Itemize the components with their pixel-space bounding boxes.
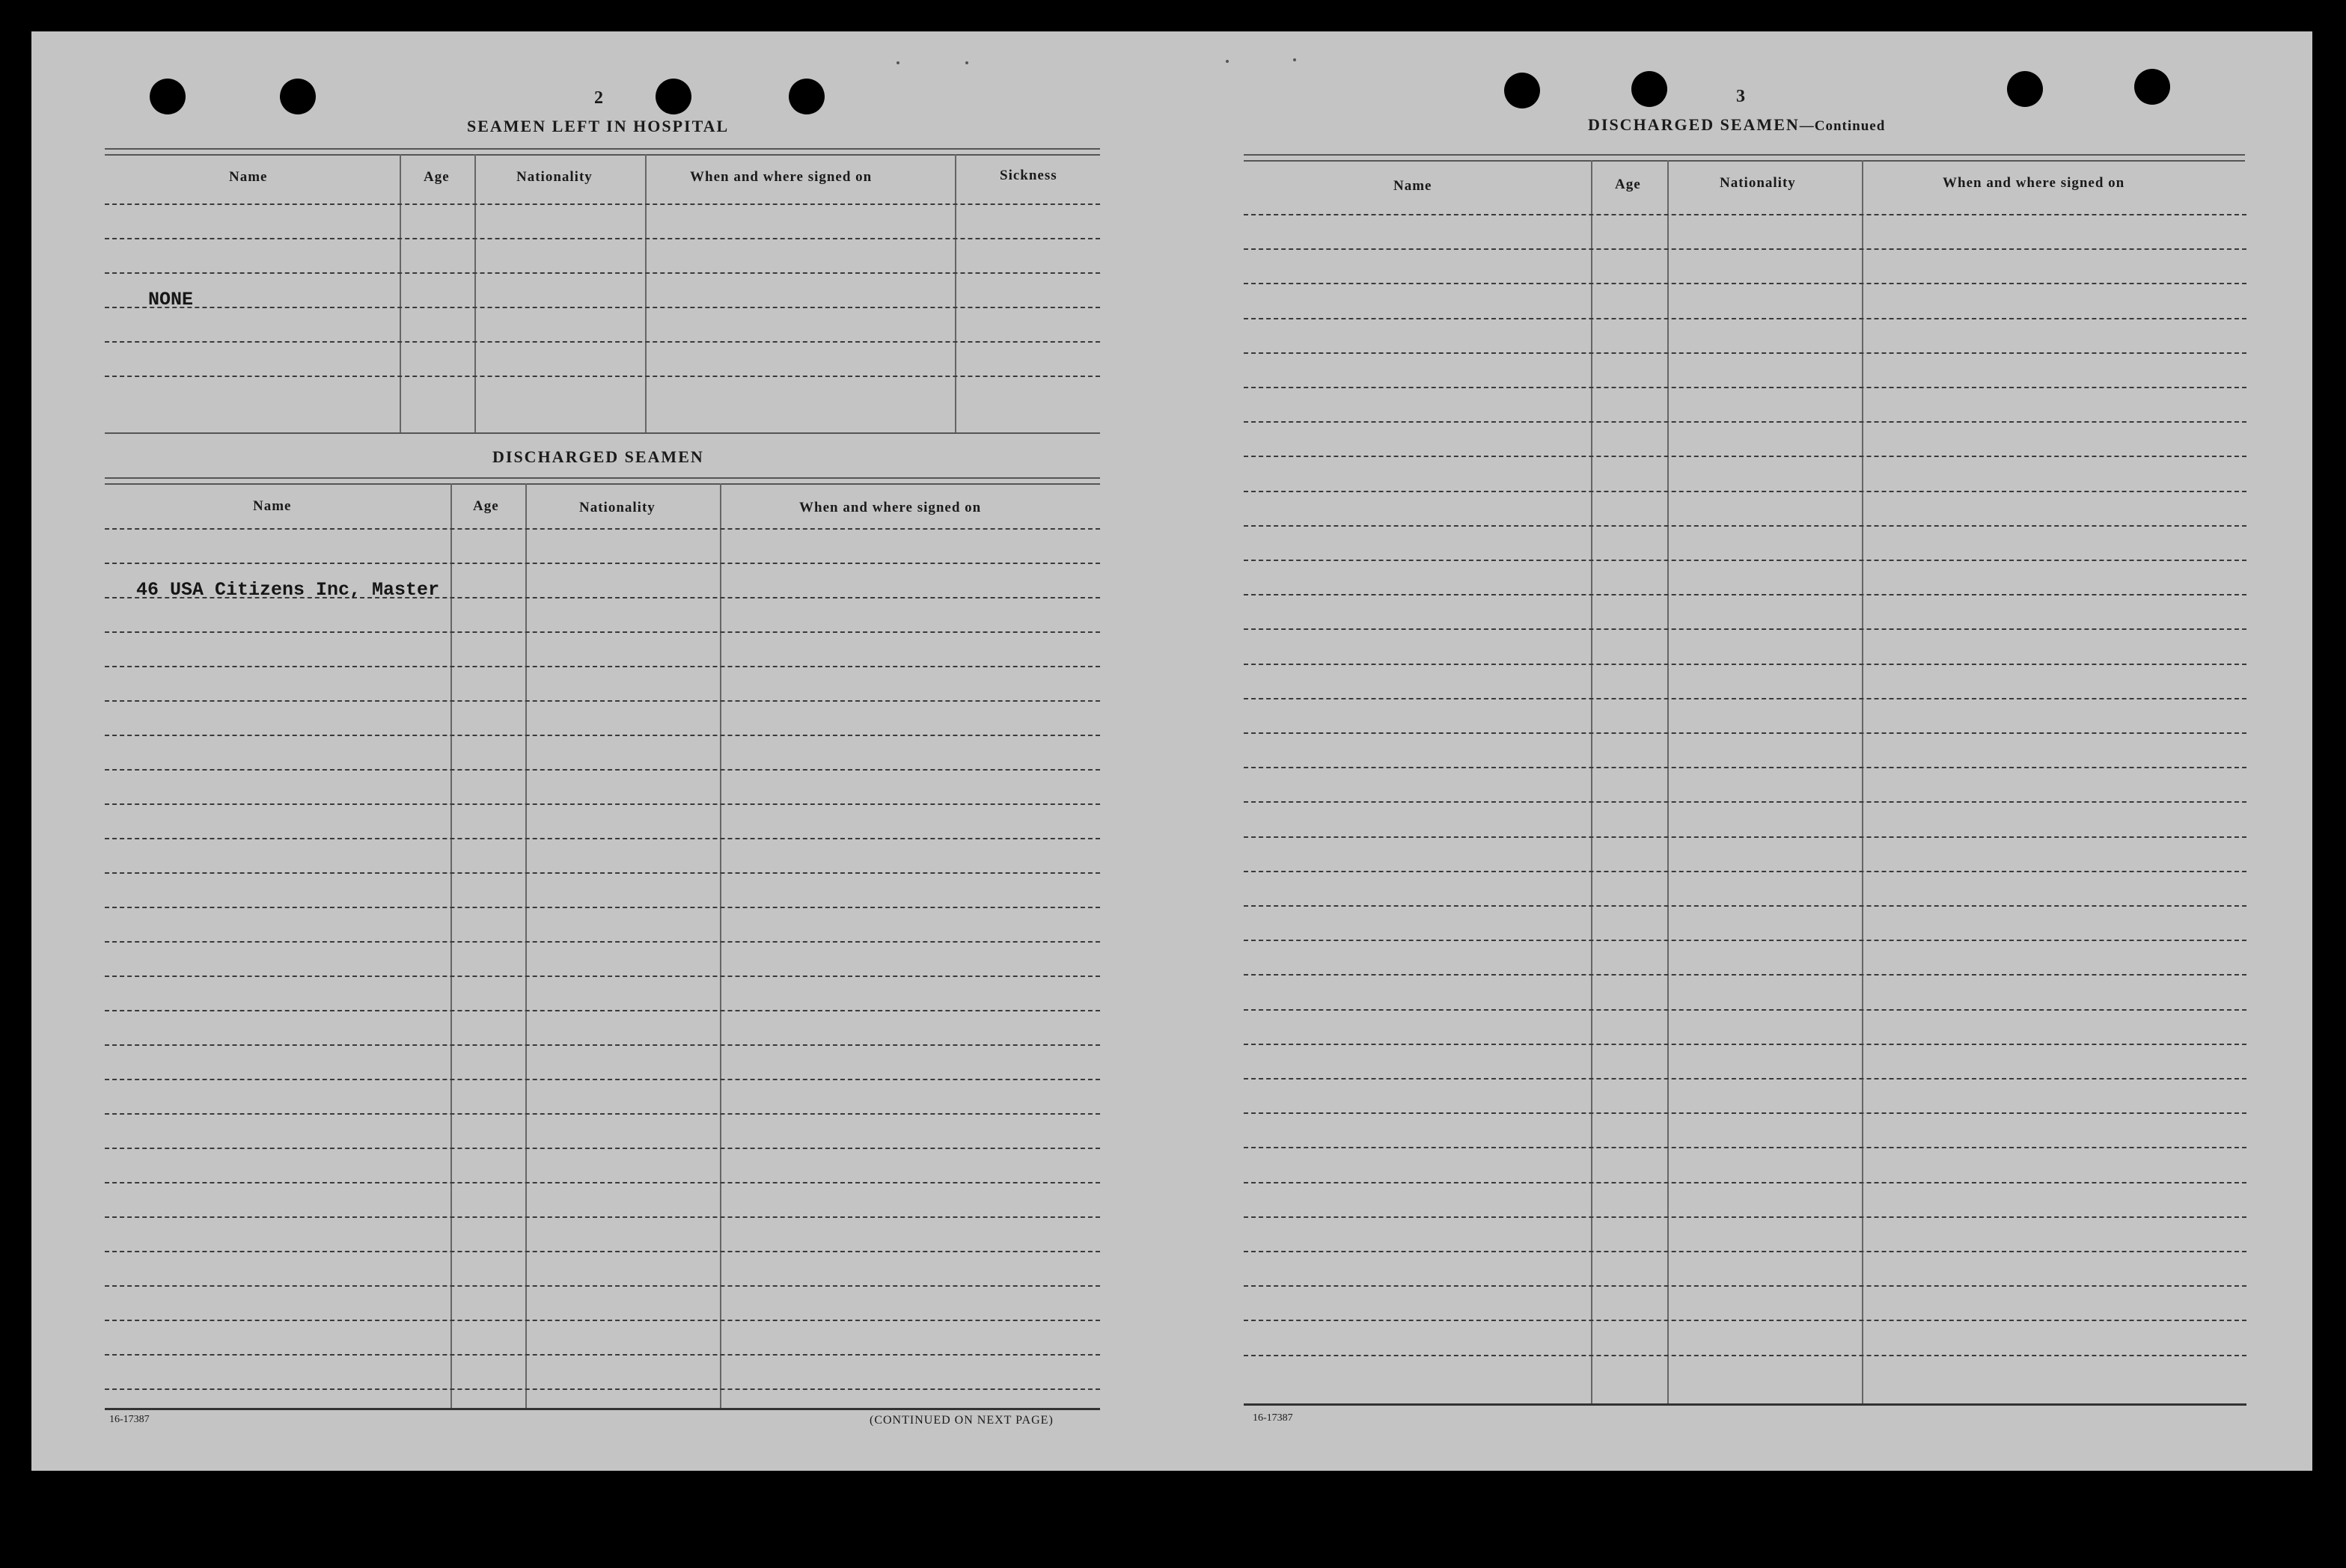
row-rule bbox=[1244, 248, 2246, 250]
punch-hole bbox=[280, 79, 316, 114]
column-header-sickness: Sickness bbox=[1000, 168, 1057, 183]
row-rule bbox=[1244, 387, 2246, 388]
column-divider bbox=[450, 483, 452, 1408]
table-rule bbox=[1244, 160, 2245, 162]
scan-speck bbox=[1226, 60, 1229, 63]
row-rule bbox=[105, 1079, 1100, 1080]
column-header-nationality: Nationality bbox=[516, 169, 593, 185]
row-rule bbox=[1244, 560, 2246, 561]
column-header-age: Age bbox=[473, 498, 499, 514]
row-rule bbox=[1244, 318, 2246, 319]
row-rule bbox=[105, 666, 1100, 667]
row-rule bbox=[105, 1113, 1100, 1115]
table-rule bbox=[1244, 154, 2245, 156]
row-rule bbox=[105, 272, 1100, 274]
row-rule bbox=[105, 341, 1100, 343]
table-rule bbox=[105, 477, 1100, 479]
row-rule bbox=[1244, 1044, 2246, 1045]
row-rule bbox=[1244, 456, 2246, 457]
punch-hole bbox=[1631, 71, 1667, 107]
table-rule bbox=[105, 1408, 1100, 1410]
row-rule bbox=[105, 1251, 1100, 1252]
row-rule bbox=[1244, 1182, 2246, 1183]
row-rule bbox=[1244, 525, 2246, 527]
row-rule bbox=[1244, 283, 2246, 284]
row-rule bbox=[105, 872, 1100, 874]
page-number: 3 bbox=[1736, 87, 1745, 106]
row-rule bbox=[105, 735, 1100, 736]
row-rule bbox=[105, 976, 1100, 977]
scan-speck bbox=[896, 61, 899, 64]
column-header-signed-on: When and where signed on bbox=[690, 169, 873, 185]
row-rule bbox=[1244, 732, 2246, 734]
column-header-age: Age bbox=[424, 169, 450, 185]
column-header-name: Name bbox=[253, 498, 292, 514]
row-rule bbox=[1244, 214, 2246, 215]
row-rule bbox=[105, 1216, 1100, 1218]
column-header-nationality: Nationality bbox=[579, 500, 656, 515]
punch-hole bbox=[789, 79, 825, 114]
row-rule bbox=[1244, 836, 2246, 838]
row-rule bbox=[1244, 1251, 2246, 1252]
row-rule bbox=[1244, 491, 2246, 492]
punch-hole bbox=[2007, 71, 2043, 107]
row-rule bbox=[1244, 1320, 2246, 1321]
column-header-signed-on: When and where signed on bbox=[799, 500, 982, 515]
column-header-name: Name bbox=[1393, 178, 1432, 194]
row-rule bbox=[105, 203, 1100, 205]
row-rule bbox=[1244, 974, 2246, 976]
row-rule bbox=[1244, 1009, 2246, 1011]
column-header-signed-on: When and where signed on bbox=[1943, 175, 2125, 191]
scan-speck bbox=[1293, 58, 1296, 61]
column-header-name: Name bbox=[229, 169, 268, 185]
section-title-discharged: DISCHARGED SEAMEN bbox=[492, 447, 704, 466]
row-rule bbox=[1244, 1078, 2246, 1079]
continued-note: (CONTINUED ON NEXT PAGE) bbox=[870, 1414, 1054, 1427]
row-rule bbox=[105, 803, 1100, 805]
row-rule bbox=[1244, 628, 2246, 630]
row-rule bbox=[1244, 352, 2246, 354]
row-rule bbox=[105, 563, 1100, 564]
table-rule bbox=[105, 154, 1100, 156]
row-rule bbox=[105, 1010, 1100, 1011]
row-rule bbox=[1244, 664, 2246, 665]
section-title-suffix: —Continued bbox=[1799, 118, 1886, 134]
row-rule bbox=[105, 941, 1100, 943]
form-number: 16-17387 bbox=[1253, 1412, 1293, 1424]
row-rule bbox=[105, 1354, 1100, 1356]
section-title-text: DISCHARGED SEAMEN bbox=[1588, 115, 1800, 134]
table-rule bbox=[105, 148, 1100, 150]
row-rule bbox=[1244, 1216, 2246, 1218]
row-rule bbox=[105, 700, 1100, 702]
page-number: 2 bbox=[594, 88, 603, 108]
hospital-entry-name: NONE bbox=[148, 289, 194, 310]
row-rule bbox=[105, 631, 1100, 633]
row-rule bbox=[1244, 767, 2246, 768]
column-header-nationality: Nationality bbox=[1720, 175, 1796, 191]
column-divider bbox=[525, 483, 527, 1408]
row-rule bbox=[1244, 905, 2246, 907]
section-title-discharged-continued bbox=[1588, 115, 1885, 135]
row-rule bbox=[1244, 698, 2246, 699]
row-rule bbox=[1244, 421, 2246, 423]
table-rule bbox=[105, 432, 1100, 434]
column-divider bbox=[720, 483, 721, 1408]
row-rule bbox=[105, 1388, 1100, 1390]
row-rule bbox=[105, 769, 1100, 771]
row-rule bbox=[105, 1044, 1100, 1046]
form-number: 16-17387 bbox=[109, 1414, 150, 1425]
row-rule bbox=[105, 528, 1100, 530]
row-rule bbox=[105, 1182, 1100, 1183]
row-rule bbox=[105, 907, 1100, 908]
punch-hole bbox=[2134, 69, 2170, 105]
row-rule bbox=[105, 376, 1100, 377]
punch-hole bbox=[656, 79, 691, 114]
column-divider bbox=[474, 154, 476, 432]
punch-hole bbox=[150, 79, 186, 114]
row-rule bbox=[105, 307, 1100, 308]
row-rule bbox=[1244, 1285, 2246, 1287]
row-rule bbox=[105, 1285, 1100, 1287]
row-rule bbox=[1244, 594, 2246, 595]
section-title-hospital: SEAMEN LEFT IN HOSPITAL bbox=[467, 117, 730, 135]
scan-speck bbox=[965, 61, 968, 64]
row-rule bbox=[1244, 801, 2246, 803]
table-rule bbox=[105, 483, 1100, 485]
column-header-age: Age bbox=[1615, 177, 1641, 192]
row-rule bbox=[1244, 1147, 2246, 1148]
column-divider bbox=[645, 154, 647, 432]
row-rule bbox=[105, 1148, 1100, 1149]
discharged-entry-name: 46 USA Citizens Inc, Master bbox=[136, 579, 440, 601]
row-rule bbox=[105, 238, 1100, 239]
document-sheet bbox=[31, 31, 2312, 1471]
row-rule bbox=[1244, 871, 2246, 872]
row-rule bbox=[105, 1320, 1100, 1321]
row-rule bbox=[105, 838, 1100, 839]
row-rule bbox=[1244, 940, 2246, 941]
table-rule bbox=[1244, 1403, 2246, 1406]
column-divider bbox=[400, 154, 401, 432]
row-rule bbox=[1244, 1355, 2246, 1356]
row-rule bbox=[1244, 1112, 2246, 1114]
column-divider bbox=[955, 154, 956, 432]
punch-hole bbox=[1504, 73, 1540, 108]
